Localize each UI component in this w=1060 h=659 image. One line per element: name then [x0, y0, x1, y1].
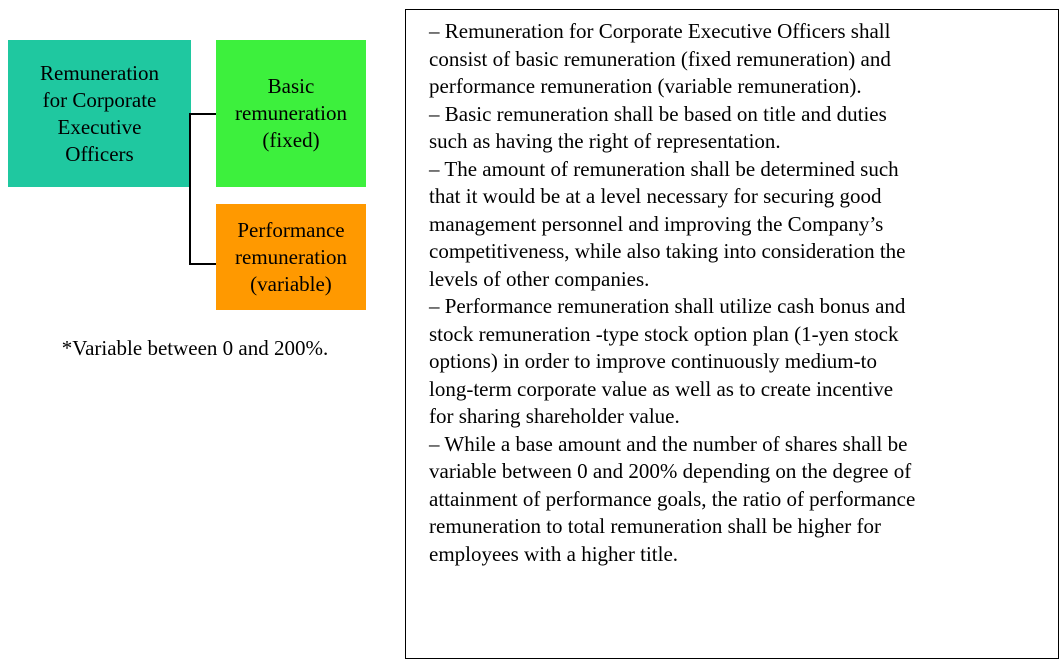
connector-to-performance [189, 263, 216, 265]
description-paragraph: – Remuneration for Corporate Executive Officers shall consist of basic remuneration (fixed remuneration) and performance remuneration (variable remuneration). [429, 19, 891, 98]
basic-label-line: Basic [267, 74, 315, 98]
basic-remuneration-box [216, 40, 366, 187]
root-label-line: Remuneration [40, 60, 159, 85]
connector-vertical-trunk [189, 113, 191, 265]
root-label-line: Officers [65, 141, 134, 166]
performance-remuneration-label [235, 217, 347, 298]
description-panel [405, 9, 1059, 659]
remuneration-root-label [40, 60, 159, 168]
performance-label-line: remuneration [235, 244, 347, 269]
performance-remuneration-box [216, 204, 366, 310]
root-label-line: for Corporate [42, 87, 157, 112]
description-paragraph: – The amount of remuneration shall be determined such that it would be at a level necessary for securing good management personnel and improving the Company’s competitiveness, while also taking into consideration the levels of other companies. [429, 156, 906, 291]
root-label-line: Executive [57, 114, 142, 139]
basic-label-line: (fixed) [262, 128, 320, 152]
basic-remuneration-label [235, 73, 347, 154]
description-paragraph: – Performance remuneration shall utilize cash bonus and stock remuneration -type stock option plan (1-yen stock options) in order to improve continuously medium-to long-term corporate value as well as to create incentive for sharing shareholder value. [429, 294, 906, 428]
description-paragraph: – Basic remuneration shall be based on title and duties such as having the right of representation. [429, 101, 887, 153]
remuneration-root-box [8, 40, 191, 187]
performance-label-line: Performance [237, 217, 345, 242]
connector-root-to-basic [191, 113, 216, 115]
description-paragraph: – While a base amount and the number of shares shall be variable between 0 and 200% depending on the degree of attainment of performance goals, the ratio of performance remuneration to total remuneration shall be higher for employees with a higher title. [429, 431, 916, 566]
basic-label-line: remuneration [235, 101, 347, 125]
variable-range-footnote: *Variable between 0 and 200%. [61, 336, 329, 360]
performance-label-line: (variable) [250, 271, 332, 296]
